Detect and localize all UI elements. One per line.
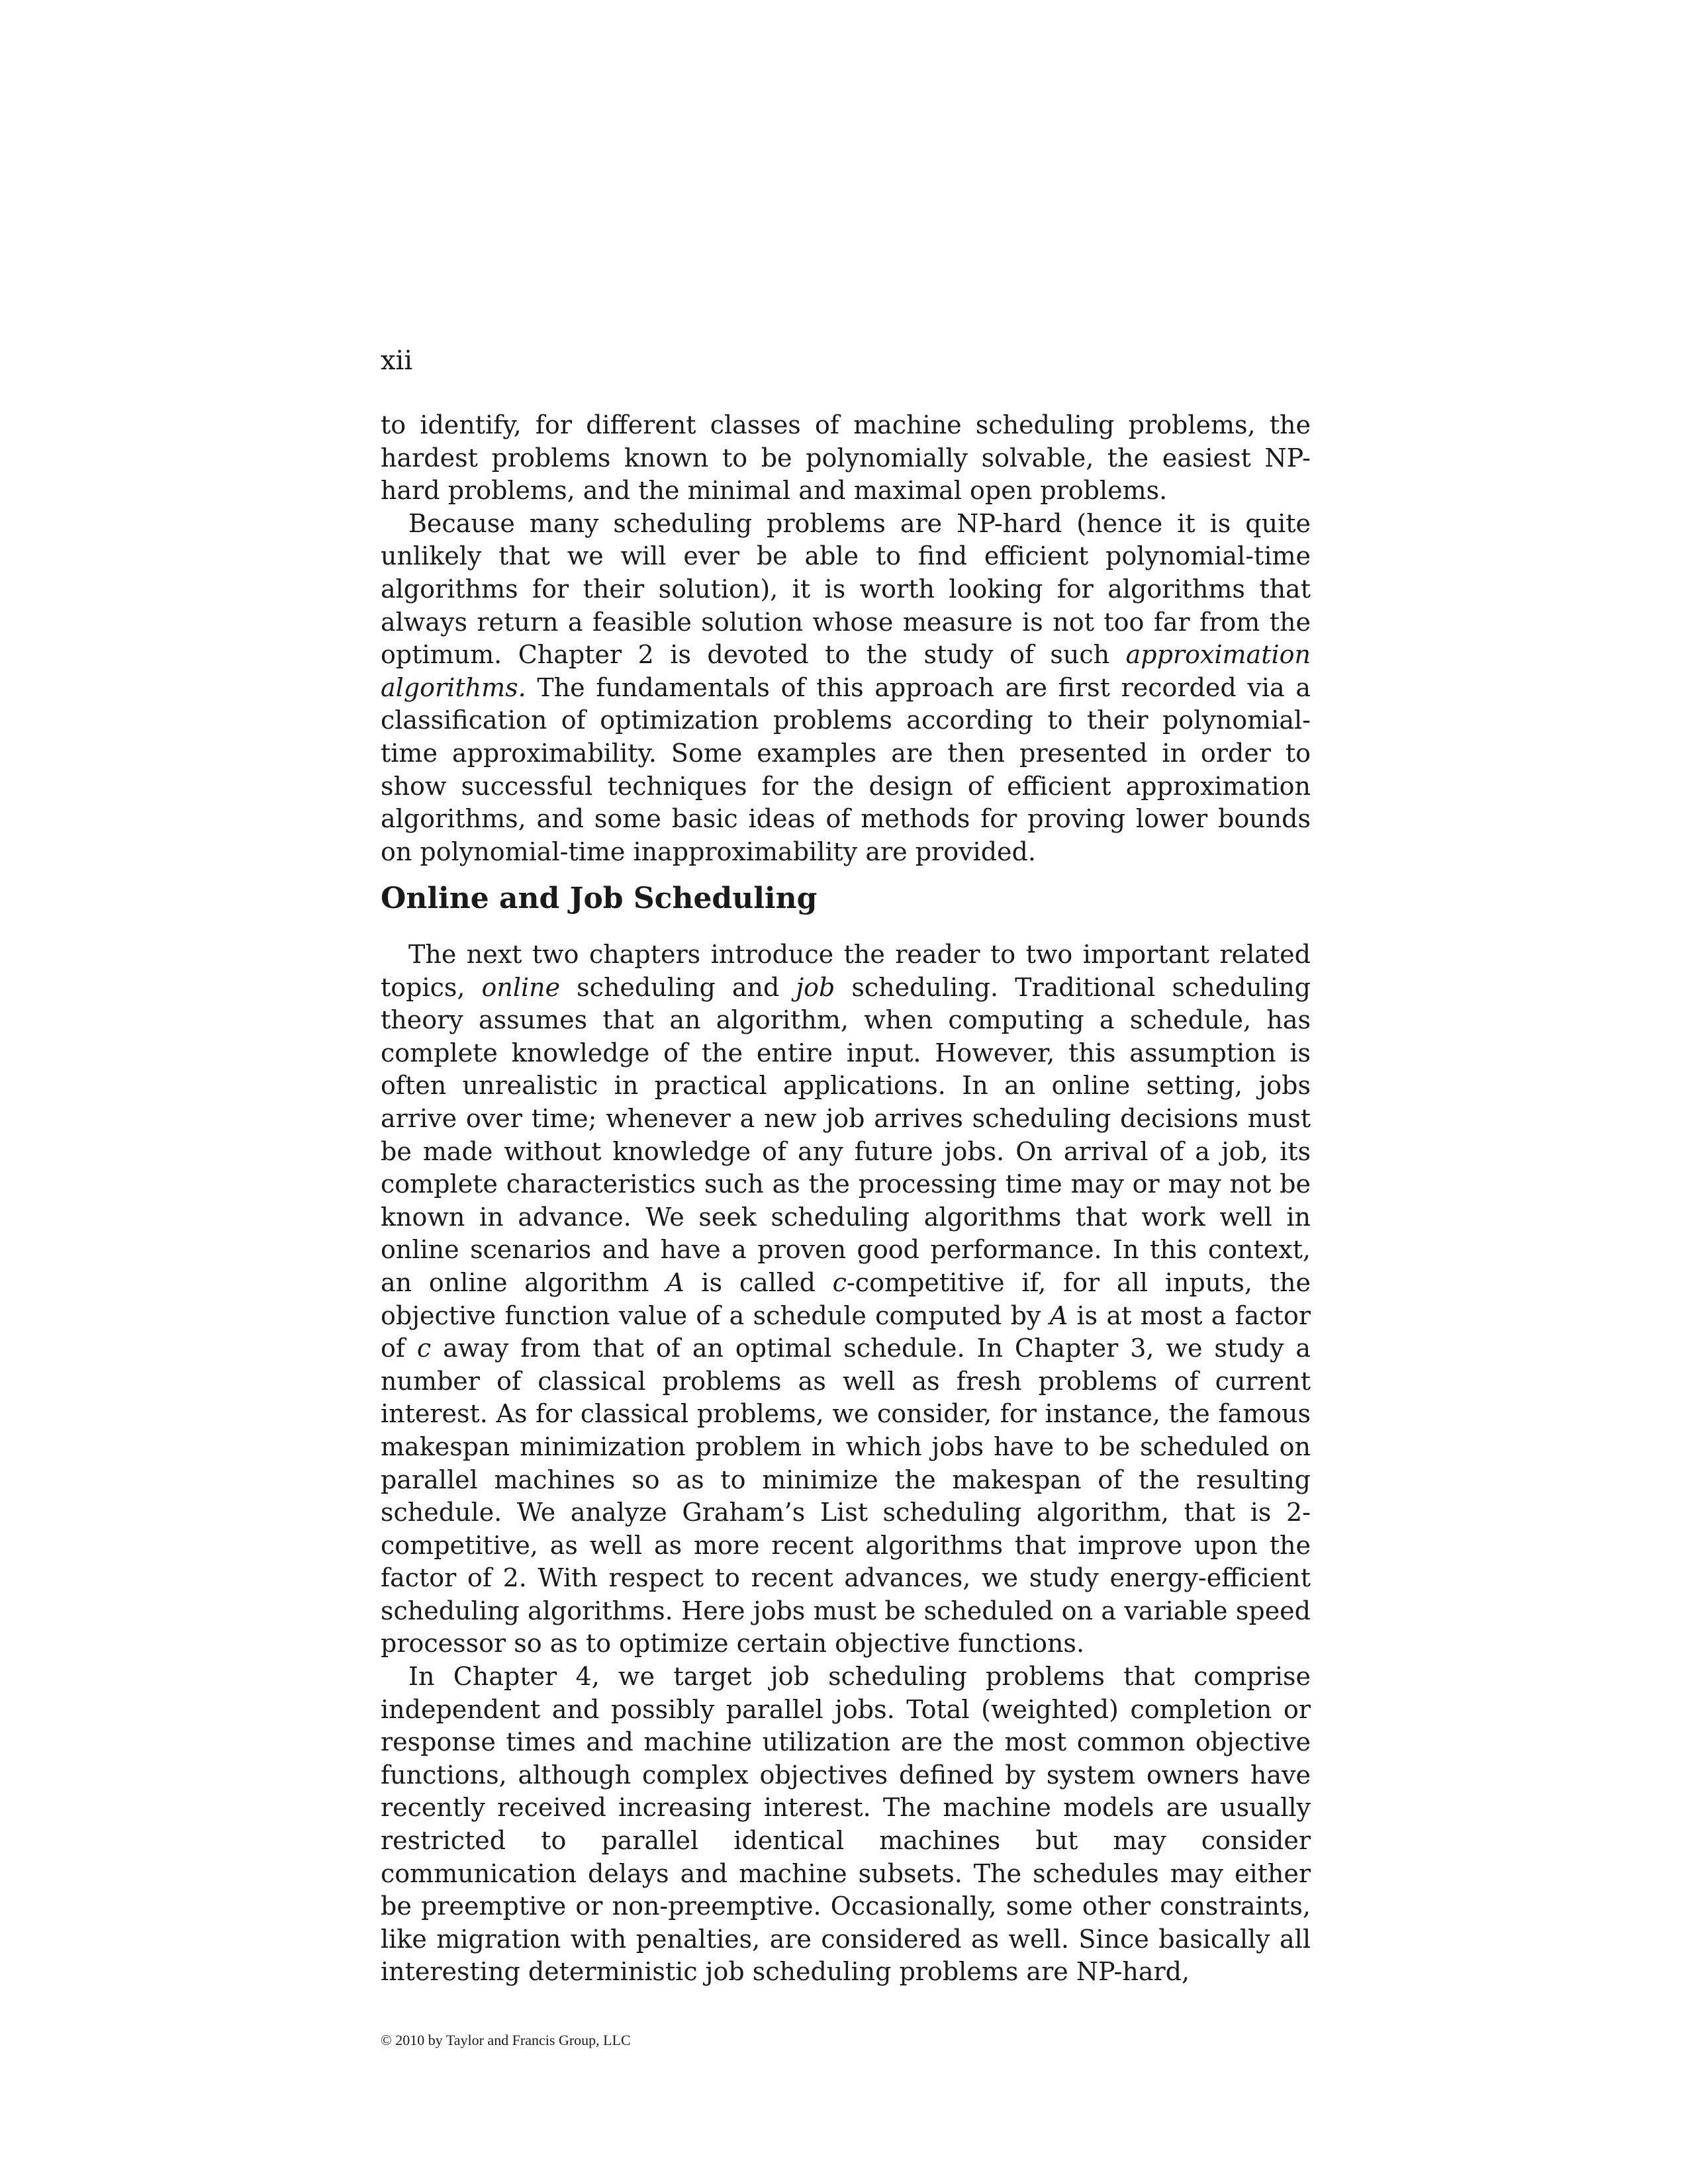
emphasis-online: online [481,972,561,1002]
text-run: scheduling and [560,972,796,1002]
page-number: xii [381,345,413,376]
math-variable-c: c [416,1334,432,1363]
math-variable-c: c [832,1267,847,1297]
paragraph-online-scheduling [381,938,1311,1661]
intro-text-block [381,409,1311,868]
text-run: The fundamentals of this approach are first recorded via a classification of optimization problems according to their polynomial-time approximability. Some examples are then presented in order to show successful techniques for the design of efficient approximation algorithms, and some basic ideas of methods for proving lower bounds on polynomial-time inapproximability are provided. [381,672,1311,866]
section-text-block [381,938,1311,1989]
section-heading: Online and Job Scheduling [381,882,818,915]
text-run: scheduling. Traditional scheduling theory assumes that an algorithm, when computing a schedule, has complete knowledge of the entire input. However, this assumption is often unrealistic in practical applications. In an online setting, jobs arrive over time; whenever a new job arrives scheduling decisions must be made without knowledge of any future jobs. On arrival of a job, its complete characteristics such as the processing time may or may not be known in advance. We seek scheduling algorithms that work well in online scenarios and have a proven good performance. In this context, an online algorithm [381,972,1311,1297]
paragraph-approximation [381,508,1311,869]
paragraph-job-scheduling: In Chapter 4, we target job scheduling problems that comprise independent and possibly parallel jobs. Total (weighted) completion or response times and machine utilization are the most common objective functions, although complex objectives defined by system owners have recently received increasing interest. The machine models are usually restricted to parallel identical machines but may consider communication delays and machine subsets. The schedules may either be preemptive or non-preemptive. Occasionally, some other constraints, like migration with penalties, are considered as well. Since basically all interesting deterministic job scheduling problems are NP-hard, [381,1662,1311,1987]
math-variable-a: A [666,1267,684,1297]
paragraph-continuation: to identify, for different classes of machine scheduling problems, the hardest problems known to be polynomially solvable, the easiest NP-hard problems, and the minimal and maximal open problems. [381,410,1311,506]
math-variable-a: A [1049,1300,1068,1330]
text-run: away from that of an optimal schedule. In Chapter 3, we study a number of classical problems as well as fresh problems of current interest. As for classical problems, we consider, for instance, the famous makespan minimization problem in which jobs have to be scheduled on parallel machines so as to minimize the makespan of the resulting schedule. We analyze Graham’s List scheduling algorithm, that is 2-competitive, as well as more recent algorithms that improve upon the factor of 2. With respect to recent advances, we study energy-efficient scheduling algorithms. Here jobs must be scheduled on a variable speed processor so as to optimize certain objective functions. [381,1334,1311,1659]
text-run: is at most a factor of [381,1300,1311,1363]
text-run: -competitive if, for all inputs, the objective function value of a schedule computed by [381,1267,1311,1330]
emphasis-approximation-algorithms: approximation algorithms. [381,640,1311,702]
text-run: The next two chapters introduce the reader to two important related topics, [381,940,1311,1002]
text-run: is called [684,1267,833,1297]
text-run: Because many scheduling problems are NP-hard (hence it is quite unlikely that we will ever be able to find efficient polynomial-time algorithms for their solution), it is worth looking for algorithms that always return a feasible solution whose measure is not too far from the optimum. Chapter 2 is devoted to the study of such [381,508,1311,670]
emphasis-job: job [796,972,835,1002]
copyright-footer: © 2010 by Taylor and Francis Group, LLC [381,2032,631,2048]
